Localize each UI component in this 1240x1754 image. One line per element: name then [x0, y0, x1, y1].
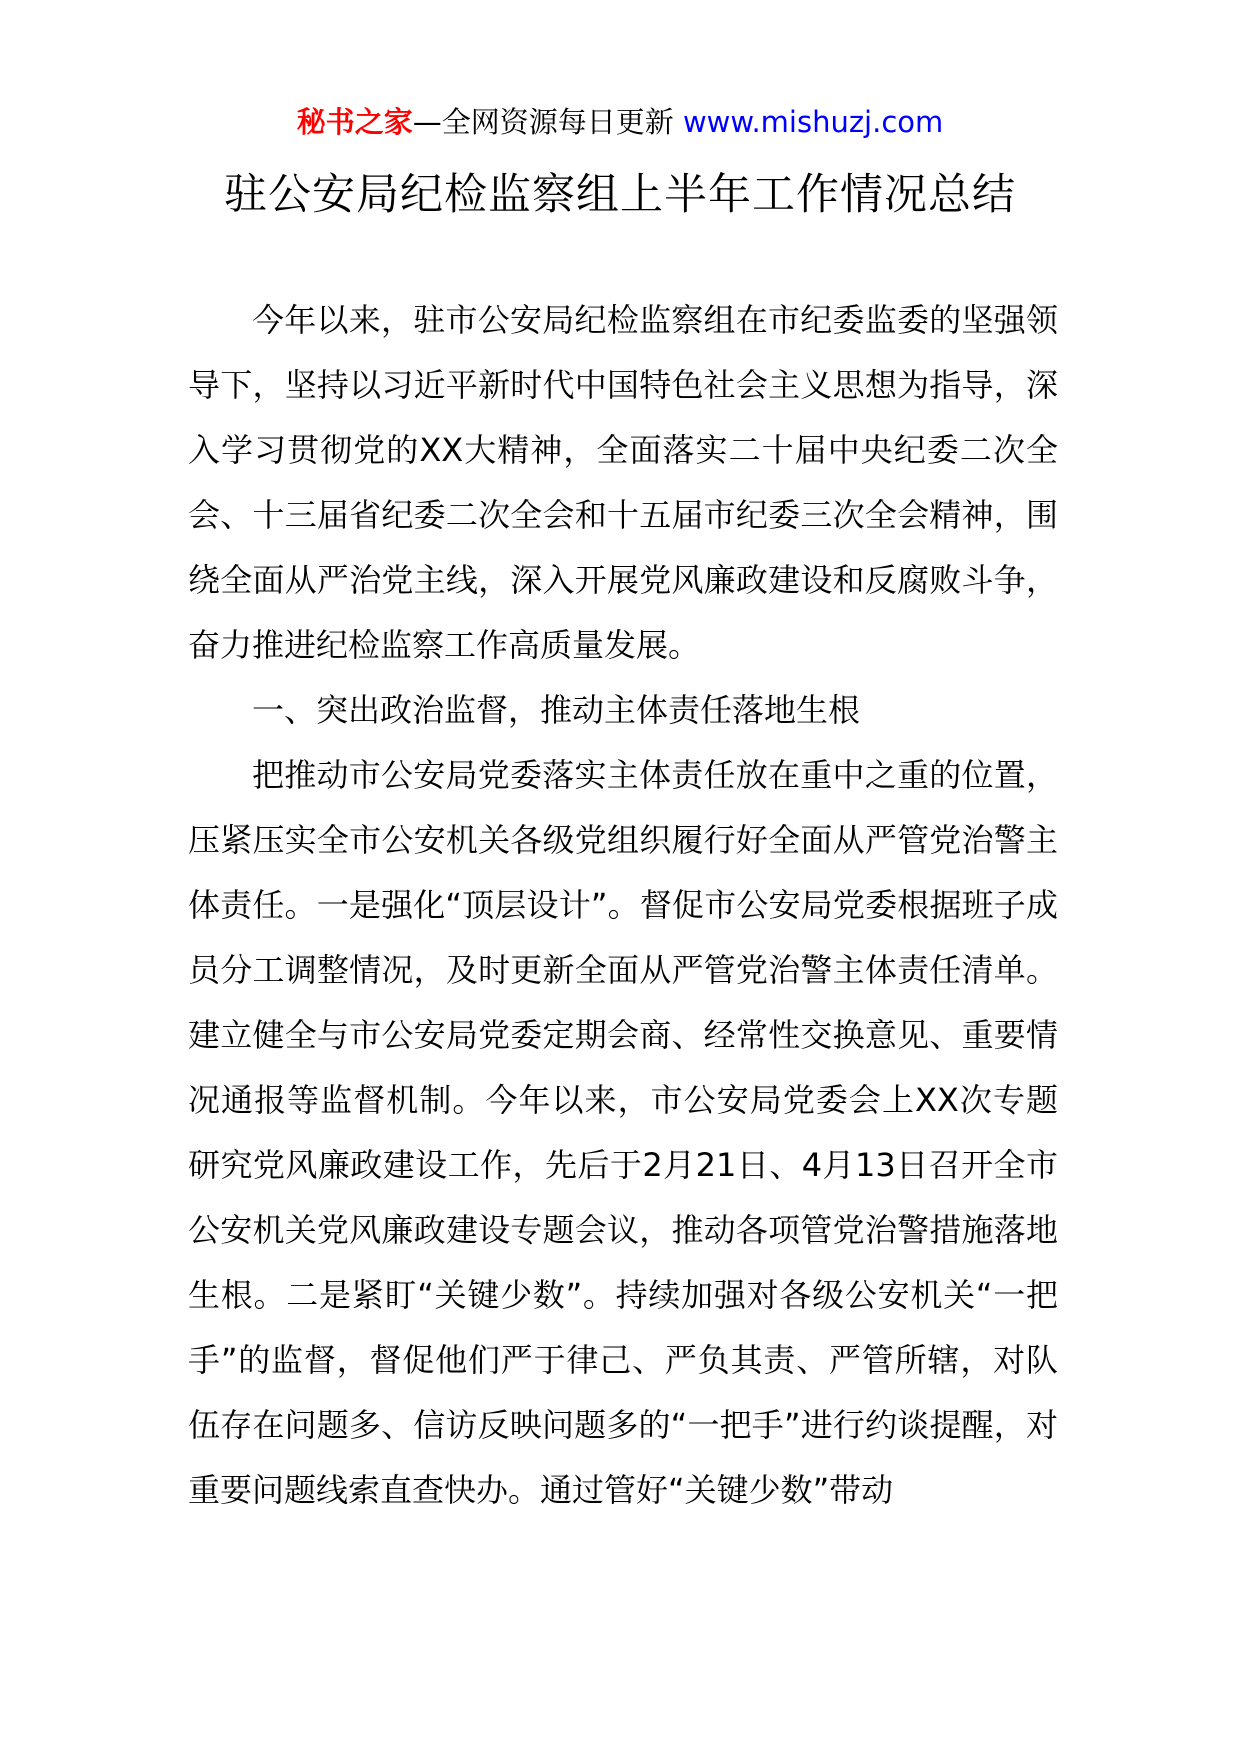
- header-tagline: —全网资源每日更新: [412, 105, 674, 139]
- site-url-link[interactable]: www.mishuzj.com: [682, 105, 944, 139]
- section-heading-1: 一、突出政治监督，推动主体责任落地生根: [252, 691, 861, 729]
- paragraph-intro: 今年以来，驻市公安局纪检监察组在市纪委监委的坚强领导下，坚持以习近平新时代中国特色社会主义思想为指导，深入学习贯彻党的XX大精神，全面落实二十届中央纪委二次全会、十三届省纪委二次全会和十五届市纪委三次全会精神，围绕全面从严治党主线，深入开展党风廉政建设和反腐败斗争，奋力推进纪检监察工作高质量发展。: [188, 301, 1058, 664]
- site-header: [0, 100, 1240, 144]
- document-body: [188, 288, 1058, 1523]
- document-title: 驻公安局纪检监察组上半年工作情况总结: [224, 170, 1016, 220]
- paragraph-section-1: 把推动市公安局党委落实主体责任放在重中之重的位置，压紧压实全市公安机关各级党组织履行好全面从严管党治警主体责任。一是强化“顶层设计”。督促市公安局党委根据班子成员分工调整情况，及时更新全面从严管党治警主体责任清单。建立健全与市公安局党委定期会商、经常性交换意见、重要情况通报等监督机制。今年以来，市公安局党委会上XX次专题研究党风廉政建设工作，先后于2月21日、4月13日召开全市公安机关党风廉政建设专题会议，推动各项管党治警措施落地生根。二是紧盯“关键少数”。持续加强对各级公安机关“一把手”的监督，督促他们严于律己、严负其责、严管所辖，对队伍存在问题多、信访反映问题多的“一把手”进行约谈提醒，对重要问题线索直查快办。通过管好“关键少数”带动: [188, 756, 1058, 1509]
- brand-name: 秘书之家: [296, 105, 413, 139]
